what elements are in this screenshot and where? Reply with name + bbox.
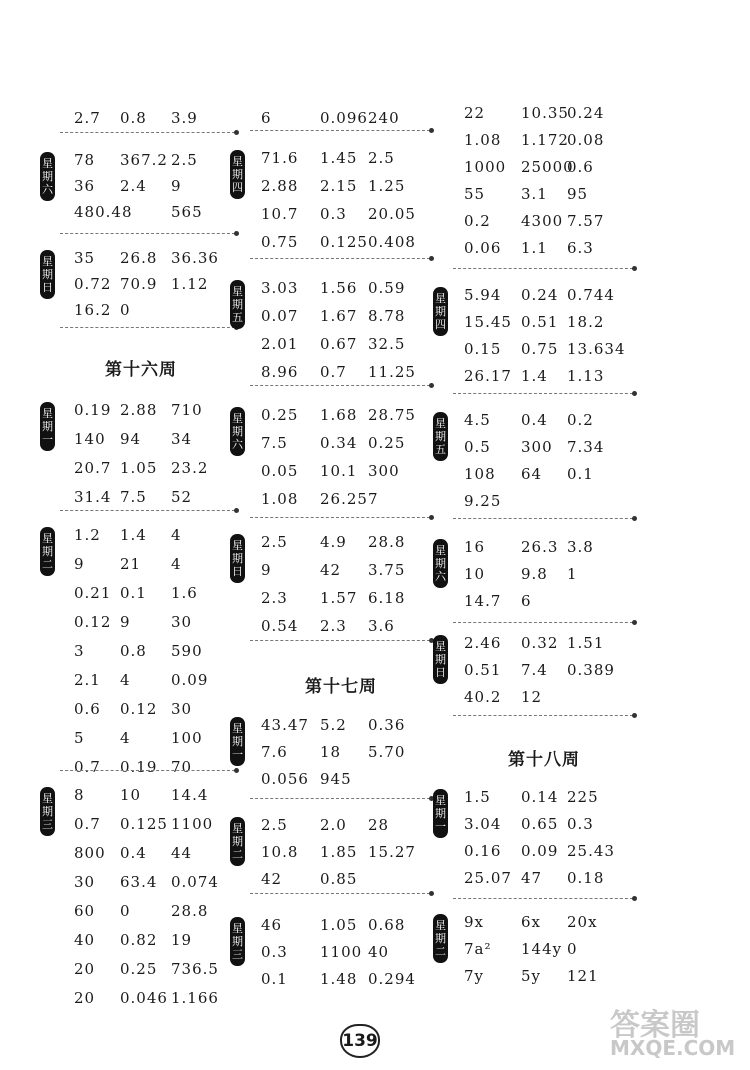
- answer-value: 28.75: [368, 406, 416, 424]
- answer-value: 60: [74, 902, 96, 920]
- answer-value: 1.68: [320, 406, 358, 424]
- answer-value: 10.8: [261, 843, 299, 861]
- answer-value: 13.634: [567, 340, 626, 358]
- answer-value: 0.1: [261, 970, 288, 988]
- answer-value: 9x: [464, 913, 485, 931]
- answer-value: 2.0: [320, 816, 347, 834]
- dashed-separator: [250, 798, 430, 799]
- answer-value: 0.8: [120, 642, 147, 660]
- answer-value: 5.70: [368, 743, 406, 761]
- answer-value: 18: [320, 743, 342, 761]
- answer-value: 4: [171, 555, 182, 573]
- day-tag: 星 期 五: [433, 412, 448, 461]
- answer-value: 35: [74, 249, 96, 267]
- answer-value: 2.1: [74, 671, 101, 689]
- answer-value: 32.5: [368, 335, 406, 353]
- answer-value: 6: [521, 592, 532, 610]
- answer-value: 21: [120, 555, 142, 573]
- answer-value: 0.85: [320, 870, 358, 888]
- answer-value: 2.88: [261, 177, 299, 195]
- answer-value: 0.25: [261, 406, 299, 424]
- answer-value: 0.54: [261, 617, 299, 635]
- answer-value: 6: [261, 109, 272, 127]
- answer-value: 4: [120, 729, 131, 747]
- answer-value: 0.51: [464, 661, 502, 679]
- answer-value: 14.7: [464, 592, 502, 610]
- answer-value: 0.7: [74, 815, 101, 833]
- dashed-separator: [250, 258, 430, 259]
- answer-value: 0.08: [567, 131, 605, 149]
- answer-value: 1.172: [521, 131, 569, 149]
- answer-value: 300: [368, 462, 400, 480]
- answer-value: 1.13: [567, 367, 605, 385]
- answer-value: 1.08: [464, 131, 502, 149]
- answer-value: 25000: [521, 158, 574, 176]
- answer-value: 0.24: [521, 286, 559, 304]
- answer-value: 0: [120, 301, 131, 319]
- answer-value: 0.36: [368, 716, 406, 734]
- answer-value: 63.4: [120, 873, 158, 891]
- answer-value: 7y: [464, 967, 485, 985]
- answer-value: 70.9: [120, 275, 158, 293]
- answer-value: 0.72: [74, 275, 112, 293]
- answer-value: 0.1: [567, 465, 594, 483]
- answer-value: 0.389: [567, 661, 615, 679]
- answer-value: 0.05: [261, 462, 299, 480]
- answer-value: 28.8: [368, 533, 406, 551]
- answer-value: 0.3: [320, 205, 347, 223]
- dashed-separator: [453, 268, 633, 269]
- answer-value: 9: [261, 561, 272, 579]
- answer-value: 0.09: [171, 671, 209, 689]
- answer-value: 43.47: [261, 716, 309, 734]
- answer-value: 3.03: [261, 279, 299, 297]
- dashed-separator: [60, 132, 235, 133]
- answer-value: 2.88: [120, 401, 158, 419]
- answer-value: 25.07: [464, 869, 512, 887]
- answer-value: 1.51: [567, 634, 605, 652]
- answer-value: 736.5: [171, 960, 219, 978]
- answer-value: 0.8: [120, 109, 147, 127]
- answer-value: 0.14: [521, 788, 559, 806]
- answer-value: 4.9: [320, 533, 347, 551]
- day-tag: 星 期 日: [40, 250, 55, 299]
- answer-value: 23.2: [171, 459, 209, 477]
- answer-value: 1.5: [464, 788, 491, 806]
- answer-value: 0.16: [464, 842, 502, 860]
- answer-value: 9.25: [464, 492, 502, 510]
- dashed-separator: [250, 640, 430, 641]
- day-tag: 星 期 三: [40, 787, 55, 836]
- answer-value: 12: [521, 688, 543, 706]
- answer-value: 3: [74, 642, 85, 660]
- answer-value: 7.4: [521, 661, 548, 679]
- answer-value: 590: [171, 642, 203, 660]
- answer-value: 25.43: [567, 842, 615, 860]
- answer-value: 1.1: [521, 239, 548, 257]
- answer-value: 0.68: [368, 916, 406, 934]
- answer-value: 945: [320, 770, 352, 788]
- day-tag: 星 期 一: [40, 402, 55, 451]
- answer-value: 14.4: [171, 786, 209, 804]
- answer-value: 9: [171, 177, 182, 195]
- answer-value: 16.2: [74, 301, 112, 319]
- answer-value: 2.4: [120, 177, 147, 195]
- answer-value: 10.1: [320, 462, 358, 480]
- answer-value: 0.32: [521, 634, 559, 652]
- answer-value: 0.34: [320, 434, 358, 452]
- answer-value: 0: [567, 940, 578, 958]
- answer-value: 0.2: [567, 411, 594, 429]
- answer-value: 7.6: [261, 743, 288, 761]
- answer-value: 15.45: [464, 313, 512, 331]
- answer-value: 3.75: [368, 561, 406, 579]
- answer-value: 20.05: [368, 205, 416, 223]
- dashed-separator: [453, 715, 633, 716]
- answer-value: 3.6: [368, 617, 395, 635]
- answer-value: 1.67: [320, 307, 358, 325]
- answer-value: 55: [464, 185, 486, 203]
- answer-value: 28: [368, 816, 390, 834]
- answer-value: 300: [521, 438, 553, 456]
- answer-value: 4.5: [464, 411, 491, 429]
- answer-value: 40: [368, 943, 390, 961]
- answer-value: 0.5: [464, 438, 491, 456]
- answer-value: 16: [464, 538, 486, 556]
- answer-value: 140: [74, 430, 106, 448]
- dashed-separator: [250, 893, 430, 894]
- answer-value: 5.94: [464, 286, 502, 304]
- answer-value: 1100: [320, 943, 363, 961]
- answer-value: 0.7: [74, 758, 101, 776]
- answer-value: 36: [74, 177, 96, 195]
- answer-value: 2.01: [261, 335, 299, 353]
- answer-value: 8: [74, 786, 85, 804]
- answer-value: 0.1: [120, 584, 147, 602]
- day-tag: 星 期 六: [40, 152, 55, 201]
- answer-value: 7.5: [120, 488, 147, 506]
- answer-value: 1.57: [320, 589, 358, 607]
- answer-value: 19: [171, 931, 193, 949]
- answer-value: 565: [171, 203, 203, 221]
- answer-value: 0.15: [464, 340, 502, 358]
- answer-value: 0.19: [74, 401, 112, 419]
- dashed-separator: [60, 233, 235, 234]
- page-number: 139: [340, 1024, 380, 1058]
- answer-value: 26.3: [521, 538, 559, 556]
- answer-value: 31.4: [74, 488, 112, 506]
- answer-value: 2.46: [464, 634, 502, 652]
- answer-value: 0.4: [120, 844, 147, 862]
- answer-value: 4: [171, 526, 182, 544]
- answer-value: 0.046: [120, 989, 168, 1007]
- answer-value: 44: [171, 844, 193, 862]
- answer-value: 0.2: [464, 212, 491, 230]
- answer-value: 30: [74, 873, 96, 891]
- week-heading: 第十八周: [508, 750, 580, 770]
- day-tag: 星 期 日: [433, 635, 448, 684]
- day-tag: 星 期 六: [433, 539, 448, 588]
- answer-value: 3.1: [521, 185, 548, 203]
- answer-value: 0.125: [120, 815, 168, 833]
- answer-value: 5: [74, 729, 85, 747]
- answer-value: 9: [120, 613, 131, 631]
- day-tag: 星 期 日: [230, 534, 245, 583]
- answer-value: 10: [120, 786, 142, 804]
- answer-value: 10.35: [521, 104, 569, 122]
- answer-value: 15.27: [368, 843, 416, 861]
- answer-value: 121: [567, 967, 599, 985]
- answer-value: 1.08: [261, 490, 299, 508]
- answer-value: 710: [171, 401, 203, 419]
- answer-value: 2.15: [320, 177, 358, 195]
- answer-value: 0.7: [320, 363, 347, 381]
- answer-value: 0.65: [521, 815, 559, 833]
- answer-value: 6.3: [567, 239, 594, 257]
- answer-value: 0.056: [261, 770, 309, 788]
- answer-value: 2.3: [261, 589, 288, 607]
- dashed-separator: [453, 898, 633, 899]
- answer-value: 78: [74, 151, 96, 169]
- dashed-separator: [60, 770, 235, 771]
- watermark-url: MXQE.COM: [610, 1036, 736, 1060]
- dashed-separator: [250, 517, 430, 518]
- answer-value: 0.744: [567, 286, 615, 304]
- answer-value: 28.8: [171, 902, 209, 920]
- answer-value: 26.8: [120, 249, 158, 267]
- answer-value: 0.125: [320, 233, 368, 251]
- answer-value: 3.8: [567, 538, 594, 556]
- answer-value: 70: [171, 758, 193, 776]
- answer-value: 0.75: [521, 340, 559, 358]
- day-tag: 星 期 二: [40, 527, 55, 576]
- answer-value: 47: [521, 869, 543, 887]
- answer-value: 3.9: [171, 109, 198, 127]
- answer-value: 108: [464, 465, 496, 483]
- answer-value: 0.408: [368, 233, 416, 251]
- answer-value: 0.3: [567, 815, 594, 833]
- answer-value: 95: [567, 185, 589, 203]
- answer-value: 8.78: [368, 307, 406, 325]
- answer-value: 6x: [521, 913, 542, 931]
- answer-value: 1100: [171, 815, 214, 833]
- answer-value: 0.18: [567, 869, 605, 887]
- answer-value: 22: [464, 104, 486, 122]
- answer-value: 800: [74, 844, 106, 862]
- answer-value: 3.04: [464, 815, 502, 833]
- answer-value: 7.5: [261, 434, 288, 452]
- answer-value: 30: [171, 700, 193, 718]
- answer-value: 0.59: [368, 279, 406, 297]
- answer-value: 42: [320, 561, 342, 579]
- answer-value: 0.12: [74, 613, 112, 631]
- dashed-separator: [250, 130, 430, 131]
- answer-value: 1.4: [120, 526, 147, 544]
- answer-value: 0.6: [74, 700, 101, 718]
- day-tag: 星 期 一: [433, 789, 448, 838]
- answer-value: 20: [74, 989, 96, 1007]
- day-tag: 星 期 四: [433, 287, 448, 336]
- week-heading: 第十七周: [305, 677, 377, 697]
- answer-value: 144y: [521, 940, 563, 958]
- answer-value: 0.24: [567, 104, 605, 122]
- answer-value: 1.45: [320, 149, 358, 167]
- answer-value: 2.5: [261, 816, 288, 834]
- answer-value: 0.25: [120, 960, 158, 978]
- answer-value: 2.7: [74, 109, 101, 127]
- answer-value: 0.074: [171, 873, 219, 891]
- answer-value: 46: [261, 916, 283, 934]
- answer-value: 367.2: [120, 151, 168, 169]
- day-tag: 星 期 二: [433, 914, 448, 963]
- answer-value: 0.6: [567, 158, 594, 176]
- answer-value: 34: [171, 430, 193, 448]
- day-tag: 星 期 三: [230, 917, 245, 966]
- answer-value: 8.96: [261, 363, 299, 381]
- answer-value: 9.8: [521, 565, 548, 583]
- answer-value: 2.3: [320, 617, 347, 635]
- answer-value: 20.7: [74, 459, 112, 477]
- answer-value: 26.17: [464, 367, 512, 385]
- answer-value: 480.48: [74, 203, 133, 221]
- answer-value: 4300: [521, 212, 564, 230]
- answer-value: 42: [261, 870, 283, 888]
- answer-value: 0.25: [368, 434, 406, 452]
- dashed-separator: [453, 622, 633, 623]
- answer-value: 1: [567, 565, 578, 583]
- answer-value: 0.096: [320, 109, 368, 127]
- answer-value: 7.57: [567, 212, 605, 230]
- answer-value: 1.2: [74, 526, 101, 544]
- answer-value: 52: [171, 488, 193, 506]
- answer-value: 225: [567, 788, 599, 806]
- answer-value: 40: [74, 931, 96, 949]
- answer-value: 0: [120, 902, 131, 920]
- answer-value: 0.19: [120, 758, 158, 776]
- answer-value: 0.4: [521, 411, 548, 429]
- answer-value: 7: [368, 490, 379, 508]
- dashed-separator: [453, 518, 633, 519]
- answer-value: 1.6: [171, 584, 198, 602]
- answer-value: 10: [464, 565, 486, 583]
- answer-value: 20: [74, 960, 96, 978]
- answer-value: 6.18: [368, 589, 406, 607]
- answer-value: 1.48: [320, 970, 358, 988]
- dashed-separator: [453, 393, 633, 394]
- dashed-separator: [250, 385, 430, 386]
- answer-value: 0.06: [464, 239, 502, 257]
- answer-value: 18.2: [567, 313, 605, 331]
- answer-value: 1.05: [320, 916, 358, 934]
- watermark-logo: 答案圈: [610, 1008, 700, 1043]
- answer-value: 30: [171, 613, 193, 631]
- answer-value: 0.07: [261, 307, 299, 325]
- answer-value: 4: [120, 671, 131, 689]
- answer-value: 5y: [521, 967, 542, 985]
- answer-value: 0.294: [368, 970, 416, 988]
- answer-value: 0.09: [521, 842, 559, 860]
- answer-value: 2.5: [171, 151, 198, 169]
- answer-value: 0.75: [261, 233, 299, 251]
- day-tag: 星 期 六: [230, 407, 245, 456]
- answer-value: 0.21: [74, 584, 112, 602]
- answer-value: 26.25: [320, 490, 368, 508]
- answer-value: 0.67: [320, 335, 358, 353]
- answer-value: 5.2: [320, 716, 347, 734]
- answer-value: 64: [521, 465, 543, 483]
- watermark: [610, 1000, 736, 1060]
- answer-value: 1.85: [320, 843, 358, 861]
- answer-value: 1.56: [320, 279, 358, 297]
- week-heading: 第十六周: [105, 360, 177, 380]
- answer-value: 0.12: [120, 700, 158, 718]
- answer-value: 2.5: [368, 149, 395, 167]
- answer-value: 1.05: [120, 459, 158, 477]
- answer-value: 2.5: [261, 533, 288, 551]
- answer-value: 100: [171, 729, 203, 747]
- answer-value: 36.36: [171, 249, 219, 267]
- dashed-separator: [60, 510, 235, 511]
- answer-value: 0.82: [120, 931, 158, 949]
- answer-value: 0.51: [521, 313, 559, 331]
- answer-value: 1.25: [368, 177, 406, 195]
- answer-value: 9: [74, 555, 85, 573]
- answer-value: 20x: [567, 913, 598, 931]
- answer-value: 1.12: [171, 275, 209, 293]
- answer-value: 240: [368, 109, 400, 127]
- answer-value: 71.6: [261, 149, 299, 167]
- dashed-separator: [60, 327, 235, 328]
- answer-value: 10.7: [261, 205, 299, 223]
- answer-value: 7.34: [567, 438, 605, 456]
- answer-value: 7a²: [464, 940, 492, 958]
- answer-value: 1.4: [521, 367, 548, 385]
- answer-value: 0.3: [261, 943, 288, 961]
- day-tag: 星 期 五: [230, 280, 245, 329]
- day-tag: 星 期 一: [230, 717, 245, 766]
- answer-value: 94: [120, 430, 142, 448]
- answer-value: 40.2: [464, 688, 502, 706]
- answer-value: 1.166: [171, 989, 219, 1007]
- answer-value: 1000: [464, 158, 507, 176]
- day-tag: 星 期 四: [230, 150, 245, 199]
- answer-value: 11.25: [368, 363, 416, 381]
- day-tag: 星 期 二: [230, 817, 245, 866]
